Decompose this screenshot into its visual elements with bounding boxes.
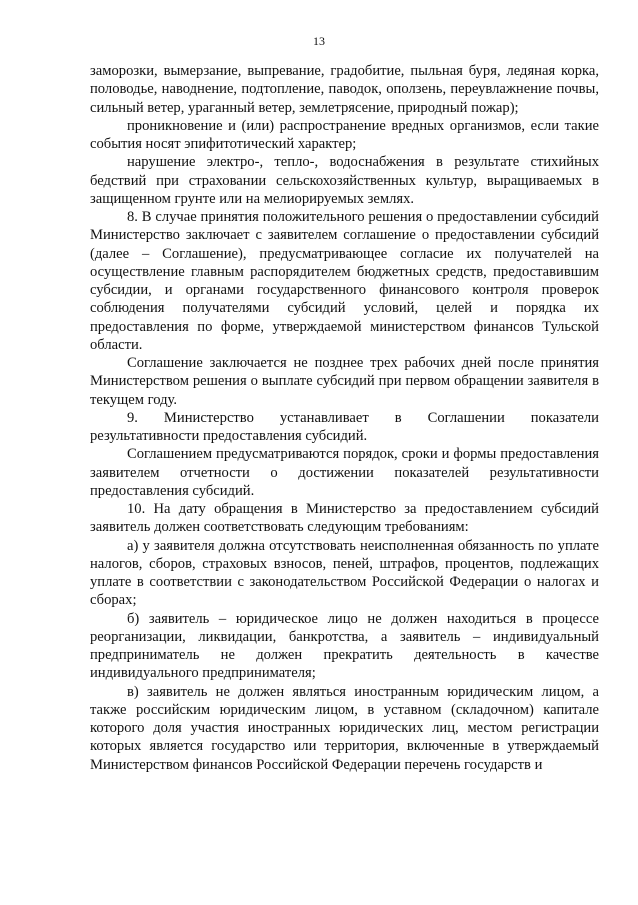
paragraph: 8. В случае принятия положительного решения о предоставлении субсидий Министерство заключает с заявителем соглашение о предоставлении субсидий (далее – Соглашение), предусматривающее согласие их получателей на осуществление главным распорядителем бюджетных средств, предоставившим субсидии, и органами государственного финансового контроля проверок соблюдения получателями субсидий условий, целей и порядка их предоставления по форме, утверждаемой министерством финансов Тульской области. xyxy=(90,209,599,353)
paragraph: б) заявитель – юридическое лицо не должен находиться в процессе реорганизации, ликвидации, банкротства, а заявитель – индивидуальный предприниматель не должен прекратить деятельность в качестве индивидуального предпринимателя; xyxy=(90,610,599,682)
paragraph: Соглашение заключается не позднее трех рабочих дней после принятия Министерством решения о выплате субсидий при первом обращении заявителя в текущем году. xyxy=(90,355,599,408)
paragraph: заморозки, вымерзание, выпревание, градобитие, пыльная буря, ледяная корка, половодье, наводнение, подтопление, паводок, оползень, переувлажнение почвы, сильный ветер, ураганный ветер, землетрясение, природный пожар); xyxy=(90,63,599,116)
paragraph: Соглашением предусматриваются порядок, сроки и формы предоставления заявителем отчетности о достижении показателей результативности предоставления субсидий. xyxy=(90,446,599,499)
paragraph: проникновение и (или) распространение вредных организмов, если такие события носят эпифитотический характер; xyxy=(90,117,599,152)
paragraph: 9. Министерство устанавливает в Соглашении показатели результативности предоставления субсидий. xyxy=(90,409,599,444)
paragraph: в) заявитель не должен являться иностранным юридическим лицом, а также российским юридическим лицом, в уставном (складочном) капитале которого доля участия иностранных юридических лиц, местом регистрации которых является государство или территория, включенные в утверждаемый Министерством финансов Российской Федерации перечень государств и xyxy=(90,683,599,773)
paragraph: а) у заявителя должна отсутствовать неисполненная обязанность по уплате налогов, сборов, страховых взносов, пеней, штрафов, процентов, подлежащих уплате в соответствии с законодательством Российской Федерации о налогах и сборах; xyxy=(90,537,599,609)
page-number: 13 xyxy=(313,34,325,48)
paragraph: нарушение электро-, тепло-, водоснабжения в результате стихийных бедствий при страховании сельскохозяйственных культур, выращиваемых в защищенном грунте или на мелиорируемых землях. xyxy=(90,154,599,207)
paragraph: 10. На дату обращения в Министерство за предоставлением субсидий заявитель должен соответствовать следующим требованиям: xyxy=(90,501,599,536)
document-body xyxy=(90,62,599,774)
